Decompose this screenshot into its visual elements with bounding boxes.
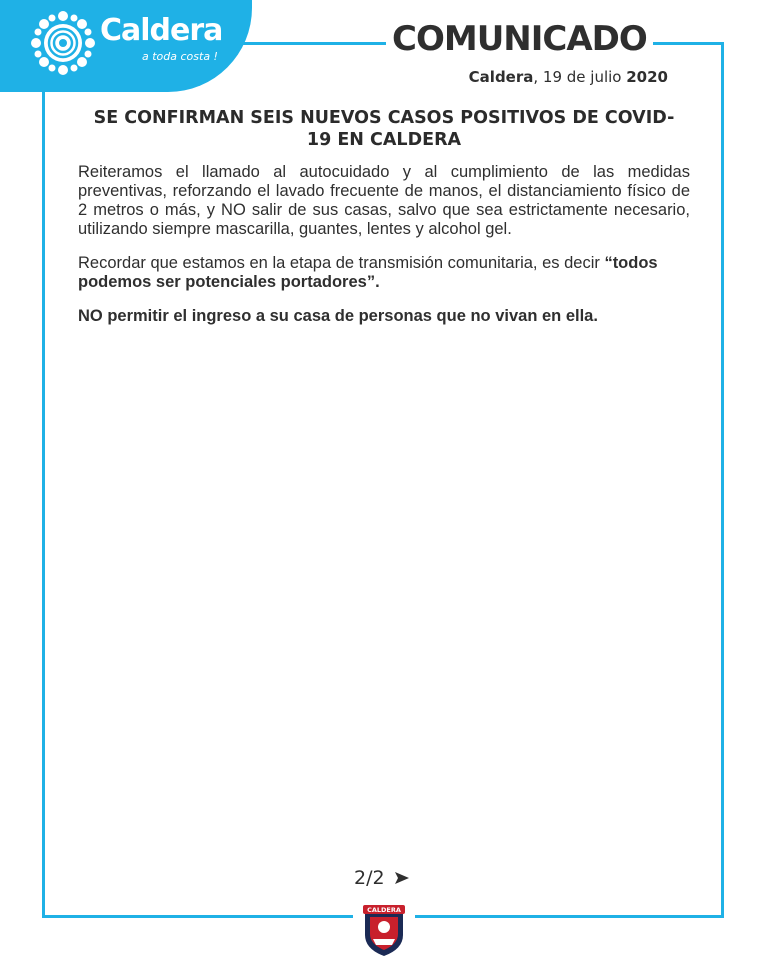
- logo-name: Caldera: [100, 13, 223, 48]
- logo-slogan: a toda costa !: [142, 50, 218, 63]
- date-day-month: , 19 de julio: [533, 68, 627, 86]
- date-year: 2020: [626, 68, 668, 86]
- sun-spiral-icon: [30, 10, 96, 76]
- date-line: [469, 68, 668, 86]
- crest-label: CALDERA: [367, 906, 401, 914]
- page-indicator: 2/2: [354, 867, 385, 889]
- paragraph-1: Reiteramos el llamado al autocuidado y al cumplimiento de las medidas preventivas, reforzando el lavado frecuente de manos, el distanciamiento físico de 2 metros o más, y NO salir de sus casas, salvo que sea estrictamente necesario, utilizando siempre mascarilla, guantes, lentes y alcohol gel.: [78, 163, 690, 238]
- body-text: [78, 163, 690, 341]
- date-place: Caldera: [468, 68, 534, 86]
- paragraph-2: [78, 254, 690, 292]
- paragraph-2-quote: “todos podemos ser potenciales portadores”.: [78, 254, 658, 291]
- play-arrow-icon: [394, 871, 410, 885]
- paragraph-2-text: Recordar que estamos en la etapa de transmisión comunitaria, es decir: [78, 254, 605, 272]
- headline: SE CONFIRMAN SEIS NUEVOS CASOS POSITIVOS DE COVID-19 EN CALDERA: [93, 108, 675, 150]
- paragraph-3-bold: NO permitir el ingreso a su casa de personas que no vivan en ella.: [78, 307, 598, 325]
- caldera-crest-icon: [361, 901, 407, 957]
- page-title: COMUNICADO: [386, 19, 653, 59]
- paragraph-3: [78, 307, 690, 326]
